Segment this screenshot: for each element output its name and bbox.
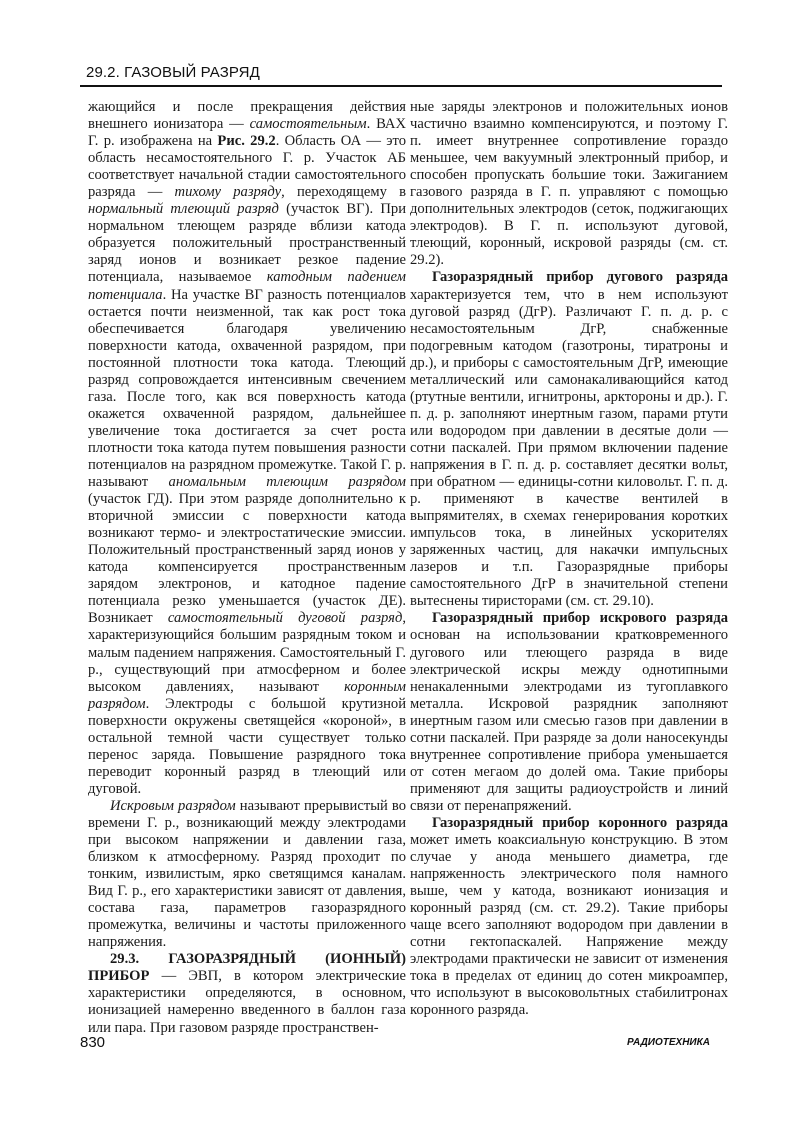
section-heading: 29.3. ГАЗОРАЗРЯДНЫЙ (ИОННЫЙ) ПРИБОР bbox=[88, 951, 406, 985]
term: тихому разряду bbox=[174, 184, 282, 201]
text: , переходящему в bbox=[281, 184, 406, 201]
paragraph-arc-discharge-device bbox=[410, 269, 728, 610]
text: ные заряды электронов и положительных ионов частично взаимно компенсируются, и поэтому Г. п. имеет внутреннее сопротивление гораздо меньшее, чем вакуумный электронный прибор, и способен пропускать большие токи. Зажиганием газового разряда в Г. п. управляют с помощью дополнительных электродов (сеток, поджигающих электродов). В Г. п. используют дуговой, тлеющий, коронный, искровой разряды (см. ст. 29.2). bbox=[410, 99, 728, 269]
term: нормальный тлеющий разряд bbox=[88, 201, 279, 218]
term: катодным падением потенциала bbox=[88, 269, 406, 303]
text: , характеризующийся большим разрядным током и малым падением напряжения. Самостоятельный Г. р., существующий при атмосферном и более высоком давлениях, называют bbox=[88, 610, 406, 695]
term: самостоятельный дуговой разряд bbox=[167, 610, 403, 627]
book-title: РАДИОТЕХНИКА bbox=[626, 1037, 710, 1048]
text: . На участке ВГ разность потенциалов остается почти неизменной, так как рост тока обеспечивается благодаря увеличению поверхности катода, охваченной разрядом, при постоянной плотности тока катода. Тлеющий разряд сопровождается интенсивным свечением газа. После того, как вся поверхность катода окажется охваченной разрядом, дальнейшее увеличение тока достигается за счет роста плотности тока катода путем повышения разности потенциалов на разрядном промежутке. Такой Г. р. называют bbox=[88, 286, 406, 491]
text: называют прерывистый во времени Г. р., возникающий между электродами при высоком напряжении и давлении газа, близком к атмосферному. Разряд проходит по тонким, извилистым, ярко светящимся каналам. Вид Г. р., его характеристики зависят от давления, состава газа, параметров газоразрядного промежутка, величины и частоты приложенного напряжения. bbox=[88, 797, 406, 951]
figure-reference: Рис. 29.2 bbox=[217, 133, 276, 150]
term: Искровым разрядом bbox=[110, 797, 236, 814]
paragraph-corona-discharge-device bbox=[410, 815, 728, 1020]
paragraph-continued bbox=[410, 99, 728, 269]
text: может иметь коаксиальную конструкцию. В этом случае у анода меньшего диаметра, где напряженность электрического поля намного выше, чем у катода, возникают ионизация и коронный разряд (см. ст. 29.2). Такие приборы чаще всего заполняют водородом при давлении в сотни гектопаскалей. Напряжение между электродами практически не зависит от изменения тока в пределах от единиц до сотен микроампер, что используют в высоковольтных стабилитронах коронного разряда. bbox=[410, 832, 728, 1019]
text: (участок ГД). При этом разряде дополнительно к вторичной эмиссии с поверхности катода возникают термо- и электростатические эмиссии. Положительный пространственный заряд ионов у катода компенсируется пространственным зарядом электронов, и катодное падение потенциала резко уменьшается (участок ДЕ). Возникает bbox=[88, 491, 406, 627]
section-title: 29.2. ГАЗОВЫЙ РАЗРЯД bbox=[86, 64, 260, 81]
header-divider bbox=[80, 85, 722, 87]
term-heading: Газоразрядный прибор дугового разряда bbox=[432, 269, 728, 286]
paragraph-gas-discharge-types bbox=[88, 99, 406, 798]
text: . ВАХ Г. р. изображена на bbox=[88, 116, 406, 150]
text: — ЭВП, в котором электрические характеристики определяются, в основном, ионизацией намеренно введенного в баллон газа или пара. При газовом разряде пространствен- bbox=[88, 968, 406, 1036]
term: самостоятельным bbox=[249, 116, 367, 133]
term-heading: Газоразрядный прибор коронного разряда bbox=[432, 814, 728, 831]
page-number: 830 bbox=[80, 1034, 106, 1051]
paragraph-spark-discharge bbox=[88, 798, 406, 951]
term: коронным разрядом bbox=[88, 678, 406, 712]
paragraph-section-29-3 bbox=[88, 951, 406, 1036]
text: жающийся и после прекращения действия внешнего ионизатора — bbox=[88, 99, 406, 133]
left-column bbox=[88, 99, 406, 1037]
text: основан на использовании кратковременного дугового или тлеющего разряда в виде электрической искры между однотипными ненакаленными электродами из тугоплавкого металла. Искровой разрядник заполняют инертным газом или смесью газов при давлении в сотни паскалей. При разряде за доли наносекунды внутреннее сопротивление прибора уменьшается от сотен мегаом до долей ома. Такие приборы применяют для защиты радиоустройств и линий связи от перенапряжений. bbox=[410, 627, 728, 814]
text: (участок ВГ). При нормальном тлеющем разряде вблизи катода образуется положительный пространственный заряд ионов и возникает резкое падение потенциала, называемое bbox=[88, 201, 407, 286]
term-heading: Газоразрядный прибор искрового разряда bbox=[432, 610, 728, 627]
paragraph-spark-discharge-device bbox=[410, 610, 728, 815]
text: . Область ОА — это область несамостоятельного Г. р. Участок АБ соответствует начальной стадии самостоятельного разряда — bbox=[88, 133, 406, 201]
right-column bbox=[410, 99, 728, 1020]
text: . Электроды с большой крутизной поверхности окружены светящейся «короной», в остальной темной части существует только перенос заряда. Повышение разрядного тока переводит коронный разряд в тлеющий или дуговой. bbox=[88, 695, 406, 797]
text: характеризуется тем, что в нем используют дуговой разряд (ДгР). Различают Г. п. д. р. с несамостоятельным ДгР, снабженные подогревным катодом (газотроны, тиратроны и др.), и приборы с самостоятельным ДгР, имеющие металлический или самонакаливающийся катод (ртутные вентили, игнитроны, арктороны и др.). Г. п. д. р. заполняют инертным газом, парами ртути или водородом при давлении в десятые доли — сотни паскалей. При прямом включении падение напряжения в Г. п. д. р. составляет десятки вольт, при обратном — единицы-сотни киловольт. Г. п. д. р. применяют в качестве вентилей в выпрямителях, в схемах генерирования коротких импульсов тока, в линейных ускорителях заряженных частиц, для накачки импульсных лазеров и т.п. Газоразрядные приборы самостоятельного ДгР в значительной степени вытеснены тиристорами (см. ст. 29.10). bbox=[410, 286, 728, 610]
term: аномальным тлеющим разрядом bbox=[168, 474, 406, 491]
